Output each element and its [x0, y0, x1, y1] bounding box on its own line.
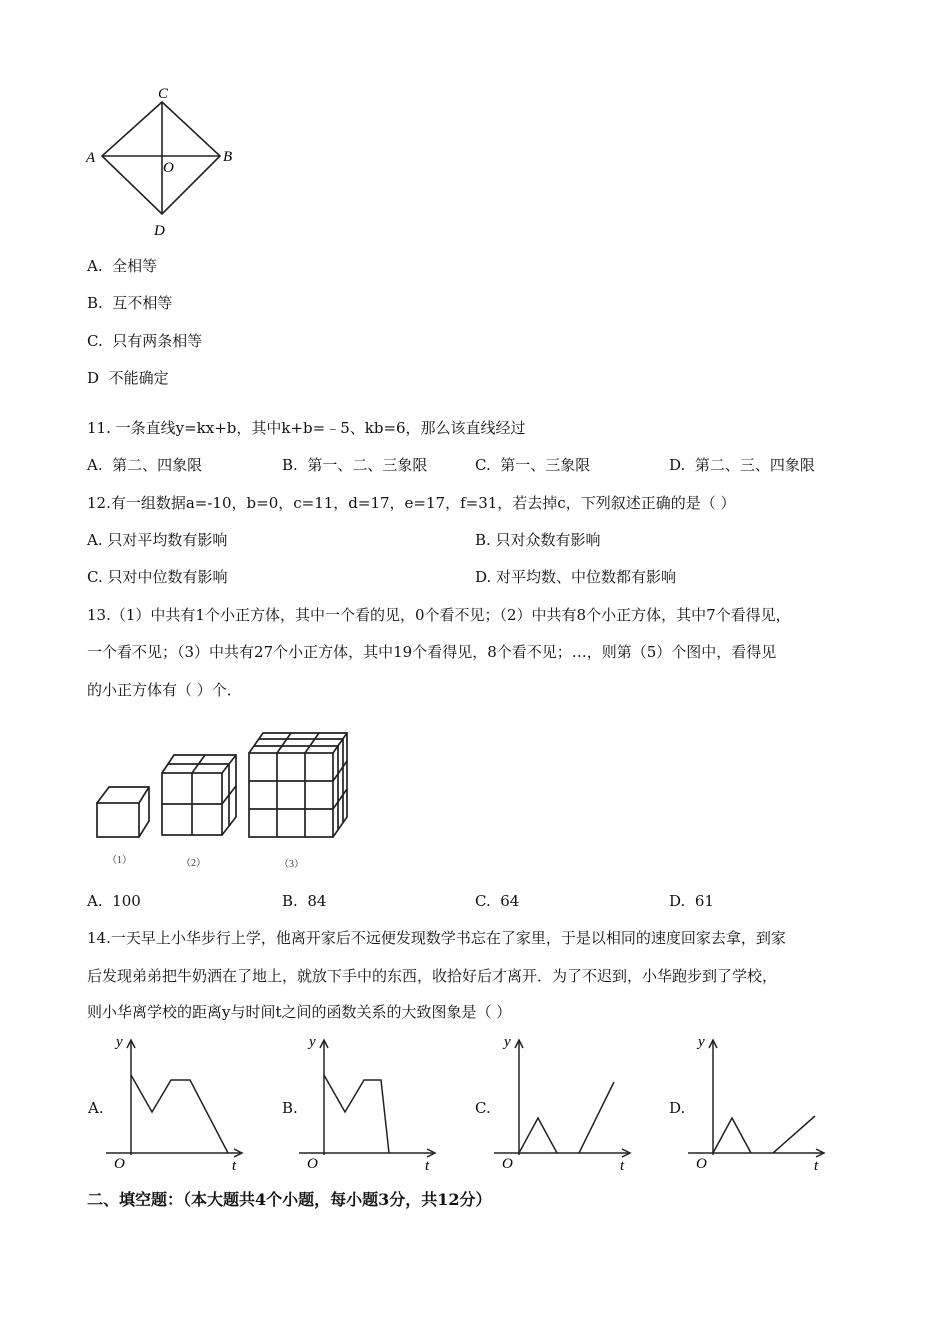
- q14-line-1: 14.一天早上小华步行上学，他离开家后不远便发现数学书忘在了家里，于是以相同的速度回家去拿，到家: [87, 929, 786, 947]
- option-text: 不能确定: [108, 369, 169, 387]
- q13-line-3: 的小正方体有（ ）个．: [87, 681, 242, 699]
- label-c: C: [158, 86, 169, 102]
- q14-line-3: 则小华离学校的距离y与时间t之间的函数关系的大致图象是（ ）: [87, 1003, 512, 1021]
- q13-option-c: [475, 891, 519, 911]
- graph-d: [686, 1030, 831, 1175]
- cube-label-1: （1）: [107, 855, 132, 866]
- q11-stem: 11. 一条直线y=kx+b，其中k+b=﹣5、kb=6，那么该直线经过: [87, 419, 526, 437]
- x-axis-label: t: [814, 1158, 819, 1174]
- option-text: 只有两条相等: [112, 332, 203, 350]
- option-text: 第一、二、三象限: [307, 456, 428, 474]
- y-axis-label: y: [504, 1034, 511, 1050]
- option-letter: B.: [282, 456, 298, 474]
- q12-stem: 12.有一组数据a=-10，b=0，c=11，d=17，e=17，f=31，若去掉c，下列叙述正确的是（ ）: [87, 494, 736, 512]
- option-letter: A.: [87, 892, 103, 910]
- option-text: 全相等: [112, 257, 158, 275]
- graph-b: [297, 1030, 442, 1175]
- origin-label: O: [696, 1156, 707, 1172]
- x-axis-label: t: [425, 1158, 430, 1174]
- label-b: B: [223, 149, 233, 165]
- option-letter: C.: [475, 456, 491, 474]
- q11-option-a: [87, 455, 202, 475]
- x-axis-label: t: [232, 1158, 237, 1174]
- q10-option-b: [87, 293, 172, 313]
- q11-option-d: [669, 455, 815, 475]
- x-axis-label: t: [620, 1158, 625, 1174]
- option-letter: D.: [669, 456, 686, 474]
- cube-label-3: （3）: [279, 859, 304, 870]
- label-d: D: [154, 223, 165, 239]
- option-text: 64: [500, 892, 520, 910]
- option-text: 100: [112, 892, 141, 910]
- label-o: O: [163, 160, 174, 176]
- graph-c-letter: C.: [475, 1099, 491, 1117]
- q12-option-c: C. 只对中位数有影响: [87, 568, 228, 586]
- q13-option-b: [282, 891, 326, 911]
- graph-a: [104, 1030, 249, 1175]
- option-letter: D: [87, 369, 100, 387]
- graph-c: [492, 1030, 637, 1175]
- option-letter: C.: [475, 892, 491, 910]
- label-a: A: [86, 150, 96, 166]
- q13-option-d: [669, 891, 714, 911]
- option-letter: A.: [87, 456, 103, 474]
- q12-option-d: D. 对平均数、中位数都有影响: [475, 568, 677, 586]
- y-axis-label: y: [116, 1034, 123, 1050]
- origin-label: O: [114, 1156, 125, 1172]
- q13-option-a: [87, 891, 141, 911]
- graph-a-letter: A.: [88, 1099, 104, 1117]
- q10-option-a: [87, 256, 157, 276]
- q12-option-a: A. 只对平均数有影响: [87, 531, 228, 549]
- option-letter: B.: [282, 892, 298, 910]
- q11-option-c: [475, 455, 590, 475]
- option-letter: A.: [87, 257, 103, 275]
- option-letter: B.: [87, 294, 103, 312]
- q10-option-c: [87, 331, 202, 351]
- option-text: 84: [307, 892, 327, 910]
- rhombus-figure: [80, 80, 250, 245]
- y-axis-label: y: [698, 1034, 705, 1050]
- cubes-figure: [85, 725, 355, 875]
- origin-label: O: [502, 1156, 513, 1172]
- origin-label: O: [307, 1156, 318, 1172]
- q11-option-b: [282, 455, 427, 475]
- option-text: 互不相等: [112, 294, 173, 312]
- graph-d-letter: D.: [669, 1099, 686, 1117]
- q14-line-2: 后发现弟弟把牛奶洒在了地上，就放下手中的东西，收拾好后才离开．为了不迟到，小华跑步到了学校，: [87, 967, 778, 985]
- option-letter: C.: [87, 332, 103, 350]
- q12-option-b: B. 只对众数有影响: [475, 531, 601, 549]
- option-text: 第二、四象限: [112, 456, 203, 474]
- option-text: 第二、三、四象限: [694, 456, 815, 474]
- cube-label-2: （2）: [181, 858, 206, 869]
- option-text: 第一、三象限: [500, 456, 591, 474]
- section-2-heading: 二、填空题：（本大题共4个小题，每小题3分，共12分）: [87, 1190, 492, 1209]
- y-axis-label: y: [309, 1034, 316, 1050]
- q13-line-2: 一个看不见；（3）中共有27个小正方体，其中19个看得见，8个看不见；…，则第（5）个图中，看得见: [87, 643, 777, 661]
- option-letter: D.: [669, 892, 686, 910]
- option-text: 61: [694, 892, 714, 910]
- q10-option-d: [87, 368, 169, 388]
- q13-line-1: 13.（1）中共有1个小正方体，其中一个看的见，0个看不见；（2）中共有8个小正方体，其中7个看得见，: [87, 606, 791, 624]
- graph-b-letter: B.: [282, 1099, 298, 1117]
